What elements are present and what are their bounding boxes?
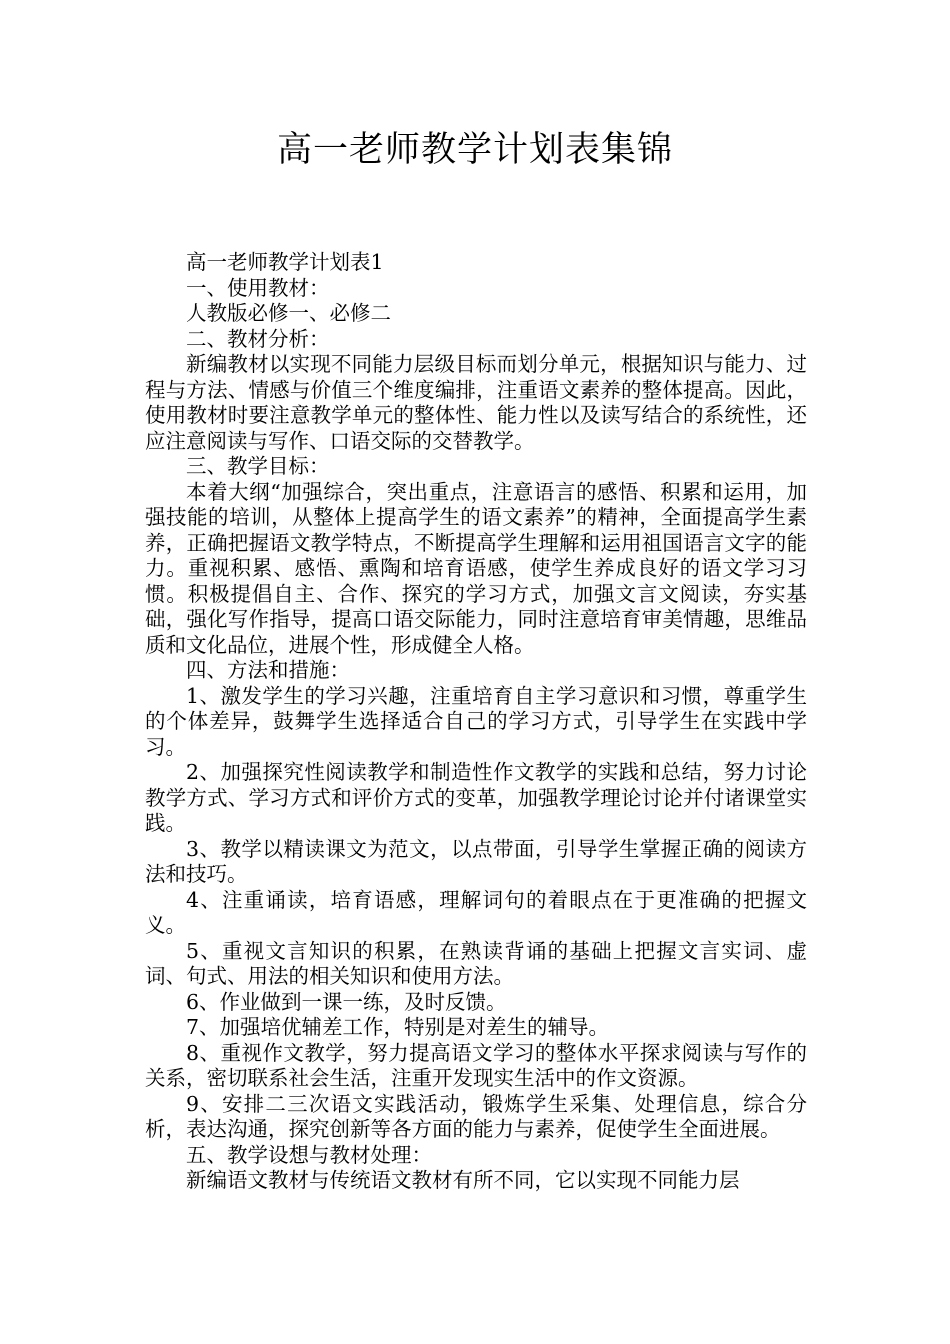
list-item: 4、注重诵读，培育语感，理解词句的着眼点在于更准确的把握文义。 bbox=[145, 887, 807, 937]
section-heading: 五、教学设想与教材处理： bbox=[186, 1142, 432, 1167]
section-heading: 四、方法和措施： bbox=[186, 658, 350, 682]
document-title: 高一老师教学计划表集锦 bbox=[276, 130, 673, 170]
document-body bbox=[145, 250, 807, 1194]
paragraph: 人教版必修一、必修二 bbox=[186, 301, 391, 325]
section-heading: 一、使用教材： bbox=[186, 275, 330, 300]
list-item: 3、教学以精读课文为范文，以点带面，引导学生掌握正确的阅读方法和技巧。 bbox=[145, 836, 807, 886]
section-heading: 二、教材分析： bbox=[186, 326, 330, 351]
list-item: 2、加强探究性阅读教学和制造性作文教学的实践和总结，努力讨论教学方式、学习方式和评价方式的变革，加强教学理论讨论并付诸课堂实践。 bbox=[145, 760, 807, 835]
list-item: 1、激发学生的学习兴趣，注重培育自主学习意识和习惯，尊重学生的个体差异，鼓舞学生选择适合自己的学习方式，引导学生在实践中学习。 bbox=[145, 683, 807, 759]
paragraph: 新编教材以实现不同能力层级目标而划分单元，根据知识与能力、过程与方法、情感与价值三个维度编排，注重语文素养的整体提高。因此，使用教材时要注意教学单元的整体性、能力性以及读写结合的系统性，还应注意阅读与写作、口语交际的交替教学。 bbox=[145, 352, 807, 453]
section-heading: 高一老师教学计划表1 bbox=[186, 250, 384, 274]
list-item: 9、安排二三次语文实践活动，锻炼学生采集、处理信息，综合分析，表达沟通，探究创新等各方面的能力与素养，促使学生全面进展。 bbox=[145, 1091, 807, 1141]
paragraph: 新编语文教材与传统语文教材有所不同，它以实现不同能力层 bbox=[186, 1168, 740, 1192]
list-item: 6、作业做到一课一练，及时反馈。 bbox=[186, 989, 507, 1014]
list-item: 5、重视文言知识的积累，在熟读背诵的基础上把握文言实词、虚词、句式、用法的相关知识和使用方法。 bbox=[145, 938, 807, 988]
section-heading: 三、教学目标： bbox=[186, 454, 330, 478]
list-item: 8、重视作文教学，努力提高语文学习的整体水平探求阅读与写作的关系，密切联系社会生活，注重开发现实生活中的作文资源。 bbox=[145, 1040, 807, 1090]
paragraph: 本着大纲“加强综合，突出重点，注意语言的感悟、积累和运用，加强技能的培训，从整体上提高学生的语文素养”的精神，全面提高学生素养，正确把握语文教学特点，不断提高学生理解和运用祖国语言文字的能力。重视积累、感悟、熏陶和培育语感，使学生养成良好的语文学习习惯。积极提倡自主、合作、探究的学习方式，加强文言文阅读，夯实基础，强化写作指导，提高口语交际能力，同时注意培育审美情趣，思维品质和文化品位，进展个性，形成健全人格。 bbox=[145, 479, 807, 657]
list-item: 7、加强培优辅差工作，特别是对差生的辅导。 bbox=[186, 1015, 610, 1039]
